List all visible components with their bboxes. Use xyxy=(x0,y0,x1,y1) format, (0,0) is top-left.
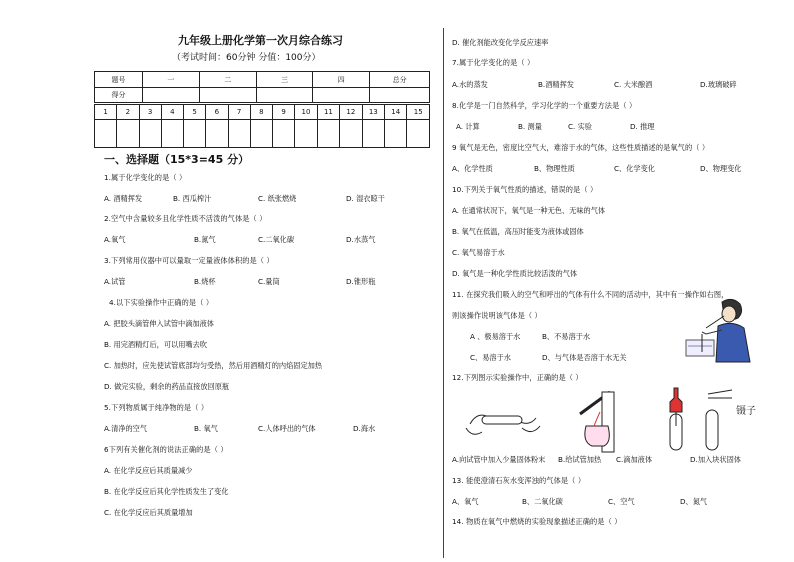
answer-option: B. 测量 xyxy=(518,122,542,131)
answer-option: C. 在化学反应后其质量增加 xyxy=(104,508,193,517)
score-table xyxy=(94,71,430,103)
answer-option: D. 催化剂能改变化学反应速率 xyxy=(452,38,549,47)
question-stem: 2.空气中含量较多且化学性质不活泼的气体是（ ） xyxy=(104,214,267,223)
score-cell[interactable] xyxy=(143,88,200,103)
answer-grid-cell[interactable] xyxy=(95,120,117,148)
answer-grid-cell[interactable] xyxy=(184,120,206,148)
question-stem: 4.以下实验操作中正确的是（ ） xyxy=(109,298,214,307)
answer-grid-cell[interactable] xyxy=(385,120,407,148)
question-stem: 5.下列物质属于纯净物的是（ ） xyxy=(104,403,209,412)
score-row-label: 得分 xyxy=(95,88,143,103)
answer-option: A. 把胶头滴管伸入试管中滴加液体 xyxy=(104,319,214,328)
answer-grid xyxy=(94,104,430,148)
lab-operation-figures xyxy=(462,384,782,454)
score-header-cell: 题号 xyxy=(95,72,143,88)
question-stem: 13. 能使澄清石灰水变浑浊的气体是（ ） xyxy=(452,476,586,485)
answer-option: D、物理变化 xyxy=(700,164,742,173)
answer-grid-number: 6 xyxy=(206,105,228,120)
page-title: 九年级上册化学第一次月综合练习 xyxy=(178,34,343,47)
question-stem: 11. 在探究我们吸入的空气和呼出的气体有什么不同的活动中，其中有一操作如右图， xyxy=(452,290,729,299)
answer-option: D.海水 xyxy=(353,424,376,433)
exam-info: （考试时间：60分钟 分值：100分） xyxy=(172,53,321,63)
answer-grid-cell[interactable] xyxy=(139,120,161,148)
score-header-cell: 一 xyxy=(143,72,200,88)
answer-option: B、二氧化碳 xyxy=(522,497,563,506)
question-stem: 3.下列常用仪器中可以量取一定量液体体积的是（ ） xyxy=(104,256,274,265)
question-stem: 7.属于化学变化的是（ ） xyxy=(452,58,535,67)
answer-option: A、化学性质 xyxy=(452,164,493,173)
answer-option: D. 推理 xyxy=(630,122,655,131)
answer-grid-number: 4 xyxy=(161,105,183,120)
answer-option: C. 加热时，应先使试管底部均匀受热，然后用酒精灯的内焰固定加热 xyxy=(104,361,323,370)
answer-option: A.试管 xyxy=(104,277,126,286)
answer-grid-cell[interactable] xyxy=(161,120,183,148)
question-stem: 14. 物质在氧气中燃烧的实验现象描述正确的是（ ） xyxy=(452,517,622,526)
question-stem: 6下列有关催化剂的说法正确的是（ ） xyxy=(104,445,228,454)
answer-option: B.酒精挥发 xyxy=(538,80,574,89)
score-cell[interactable] xyxy=(313,88,370,103)
answer-option: B.给试管加热 xyxy=(558,455,602,464)
score-cell[interactable] xyxy=(370,88,430,103)
answer-option: D.锥形瓶 xyxy=(346,277,376,286)
answer-option: A.氧气 xyxy=(104,235,126,244)
score-header-cell: 二 xyxy=(199,72,256,88)
answer-grid-number: 15 xyxy=(407,105,430,120)
answer-option: A. 在化学反应后其质量减少 xyxy=(104,466,193,475)
answer-grid-cell[interactable] xyxy=(117,120,139,148)
question-stem: 8.化学是一门自然科学，学习化学的一个重要方法是（ ） xyxy=(452,101,637,110)
answer-grid-number: 3 xyxy=(139,105,161,120)
answer-option: A.水的蒸发 xyxy=(452,80,488,89)
answer-option: A.向试管中加入少量固体粉末 xyxy=(452,455,546,464)
answer-option: A 、极易溶于水 xyxy=(470,332,521,341)
answer-grid-number: 7 xyxy=(228,105,250,120)
answer-option: C.二氧化碳 xyxy=(258,235,295,244)
answer-option: C.滴加液体 xyxy=(616,455,653,464)
answer-option: D.加入块状固体 xyxy=(690,455,741,464)
answer-option: B、物理性质 xyxy=(534,164,575,173)
answer-option: B. 在化学反应后其化学性质发生了变化 xyxy=(104,487,229,496)
answer-option: A. 在通常状况下，氧气是一种无色、无味的气体 xyxy=(452,206,606,215)
answer-option: B.氮气 xyxy=(194,235,216,244)
answer-option: C、易溶于水 xyxy=(470,353,511,362)
score-cell[interactable] xyxy=(199,88,256,103)
answer-option: C. 大米酿酒 xyxy=(614,80,653,89)
question-stem: 9 氧气是无色，密度比空气大，难溶于水的气体，这些性质描述的是氧气的（ ） xyxy=(452,143,710,152)
answer-option: D. 湿衣晾干 xyxy=(346,194,385,203)
answer-option: D. 氧气是一种化学性质比较活泼的气体 xyxy=(452,269,578,278)
answer-grid-cell[interactable] xyxy=(295,120,317,148)
answer-grid-number: 13 xyxy=(362,105,384,120)
answer-option: B. 用完酒精灯后，可以用嘴去吹 xyxy=(104,340,207,349)
column-divider xyxy=(443,28,444,558)
answer-grid-number: 1 xyxy=(95,105,117,120)
answer-grid-cell[interactable] xyxy=(340,120,362,148)
section-title: 一、选择题（15*3=45 分） xyxy=(104,153,250,166)
answer-grid-number: 12 xyxy=(340,105,362,120)
answer-option: B.烧杯 xyxy=(194,277,216,286)
score-header-cell: 四 xyxy=(313,72,370,88)
answer-option: D、氮气 xyxy=(680,497,708,506)
answer-option: C. 纸张燃烧 xyxy=(258,194,297,203)
answer-option: B. 氧气 xyxy=(194,424,218,433)
question-stem: 12.下列图示实验操作中，正确的是（ ） xyxy=(452,373,583,382)
answer-grid-cell[interactable] xyxy=(228,120,250,148)
answer-option: C、空气 xyxy=(608,497,635,506)
answer-option: C. 实验 xyxy=(568,122,592,131)
breathing-experiment-figure xyxy=(682,296,752,364)
answer-grid-number: 5 xyxy=(184,105,206,120)
answer-option: C、化学变化 xyxy=(614,164,655,173)
answer-grid-number: 9 xyxy=(273,105,295,120)
answer-option: B、不易溶于水 xyxy=(542,332,591,341)
answer-option: B. 西瓜榨汁 xyxy=(173,194,212,203)
question-stem: 1.属于化学变化的是（ ） xyxy=(104,173,187,182)
answer-grid-number: 8 xyxy=(250,105,272,120)
answer-grid-cell[interactable] xyxy=(317,120,339,148)
answer-grid-cell[interactable] xyxy=(407,120,430,148)
score-header-cell: 总分 xyxy=(370,72,430,88)
answer-option: D.玻璃破碎 xyxy=(700,80,737,89)
answer-option: C.人体呼出的气体 xyxy=(258,424,316,433)
answer-option: A. 计算 xyxy=(456,122,480,131)
answer-option: A. 酒精挥发 xyxy=(104,194,143,203)
answer-grid-number: 14 xyxy=(385,105,407,120)
answer-grid-number: 11 xyxy=(317,105,339,120)
answer-option: C. 氧气易溶于水 xyxy=(452,248,505,257)
question-stem: 10.下列关于氧气性质的描述，错误的是（ ） xyxy=(452,185,598,194)
answer-grid-cell[interactable] xyxy=(362,120,384,148)
score-header-cell: 三 xyxy=(256,72,313,88)
tweezers-label: 镊子 xyxy=(736,406,756,417)
answer-grid-cell[interactable] xyxy=(250,120,272,148)
score-cell[interactable] xyxy=(256,88,313,103)
answer-grid-number: 2 xyxy=(117,105,139,120)
answer-option: D.水蒸气 xyxy=(346,235,376,244)
answer-option: B. 氧气在低温，高压时能变为液体或固体 xyxy=(452,227,584,236)
answer-option: D、与气体是否溶于水无关 xyxy=(542,353,627,362)
answer-option: A、氧气 xyxy=(452,497,479,506)
answer-grid-cell[interactable] xyxy=(273,120,295,148)
answer-option: A.清净的空气 xyxy=(104,424,148,433)
question-stem: 则该操作说明该气体是（ ） xyxy=(452,311,542,320)
answer-option: C.量筒 xyxy=(258,277,280,286)
answer-grid-cell[interactable] xyxy=(206,120,228,148)
answer-option: D. 做完实验，剩余的药品直接放回原瓶 xyxy=(104,382,230,391)
answer-grid-number: 10 xyxy=(295,105,317,120)
